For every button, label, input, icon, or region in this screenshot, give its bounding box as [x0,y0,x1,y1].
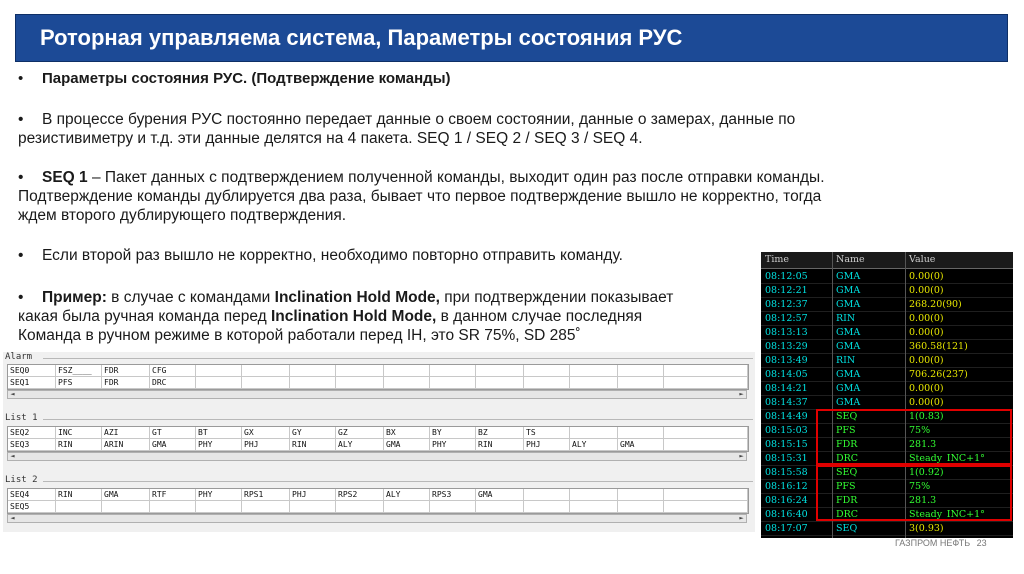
grid-row-header[interactable]: SEQ5 [8,501,56,512]
grid-cell[interactable] [476,365,524,376]
grid-cell[interactable]: GX [242,427,290,438]
grid-cell[interactable] [524,377,570,388]
text-line: В процессе бурения РУС постоянно передает данные о своем состоянии, данные о замерах, данные по [42,111,796,128]
log-time: 08:12:57 [765,313,808,324]
log-name: GMA [836,383,861,394]
grid-cell[interactable]: BZ [476,427,524,438]
paragraph-example [18,288,673,345]
grid-row[interactable] [8,439,748,451]
grid-cell[interactable]: ALY [570,439,618,450]
horizontal-scrollbar[interactable] [7,390,747,399]
grid-cell[interactable] [102,501,150,512]
grid-cell[interactable]: GMA [618,439,664,450]
grid-cell[interactable] [570,365,618,376]
grid-cell[interactable] [290,377,336,388]
grid-cell[interactable] [336,501,384,512]
text-line: ждем второго дублирующего подтверждения. [18,207,347,224]
log-name: GMA [836,341,861,352]
log-row [761,382,1013,396]
grid-cell[interactable]: RTF [150,489,196,500]
log-time: 08:17:07 [765,523,808,534]
log-time: 08:12:21 [765,285,808,296]
group-label-list2: List 2 [5,475,38,485]
page-number: 23 [976,538,987,548]
log-value: 1(0.92) [909,467,944,478]
paragraph-seq-intro [18,110,795,148]
grid-cell[interactable]: ARIN [102,439,150,450]
grid-cell[interactable] [664,501,748,512]
second-confirmation-highlight [816,465,1012,521]
log-value: 3(0.93) [909,523,944,534]
grid-cell[interactable]: GMA [102,489,150,500]
footer [895,538,987,548]
log-time: 08:15:15 [765,439,808,450]
scroll-left-icon[interactable]: ◄ [10,390,15,398]
grid-cell[interactable] [384,501,430,512]
log-name: GMA [836,327,861,338]
grid-cell[interactable] [56,501,102,512]
grid-cell[interactable] [618,489,664,500]
log-row [761,312,1013,326]
log-time: 08:15:03 [765,425,808,436]
log-row [761,298,1013,312]
divider [43,419,753,420]
grid-cell[interactable]: GY [290,427,336,438]
log-value: 1(0.83) [909,411,944,422]
list1-grid[interactable] [7,426,749,452]
grid-row-header[interactable]: SEQ2 [8,427,56,438]
paragraph-seq1 [18,168,825,225]
log-time: 08:13:49 [765,355,808,366]
grid-cell[interactable]: RIN [290,439,336,450]
grid-cell[interactable]: RIN [56,489,102,500]
grid-cell[interactable]: PHY [196,439,242,450]
divider [43,358,753,359]
log-name: GMA [836,369,861,380]
grid-cell[interactable] [618,427,664,438]
log-value: 706.26(237) [909,369,968,380]
log-name: SEQ [836,411,858,422]
grid-row-header[interactable]: SEQ4 [8,489,56,500]
grid-cell[interactable]: CFG [150,365,196,376]
slide-title: Роторная управляема система, Параметры состояния РУС [40,25,683,50]
scroll-right-icon[interactable]: ► [739,452,744,460]
grid-cell[interactable] [570,501,618,512]
log-name: FDR [836,439,858,450]
log-value: 0.00(0) [909,285,944,296]
log-time: 08:13:29 [765,341,808,352]
log-name: DRC [836,453,859,464]
log-name: GMA [836,397,861,408]
log-row [761,396,1013,410]
column-header-name: Name [836,254,865,265]
paragraph-heading [18,70,451,87]
grid-cell[interactable]: INC [56,427,102,438]
grid-cell[interactable]: RIN [476,439,524,450]
ih-mode-label: Inclination Hold Mode, [274,289,440,306]
grid-cell[interactable]: GMA [384,439,430,450]
divider [43,481,753,482]
grid-cell[interactable] [196,501,242,512]
log-name: SEQ [836,523,858,534]
grid-cell[interactable] [196,377,242,388]
grid-cell[interactable]: BY [430,427,476,438]
grid-cell[interactable] [336,377,384,388]
grid-cell[interactable]: BT [196,427,242,438]
text-line: Если второй раз вышло не корректно, необходимо повторно отправить команду. [42,247,623,264]
grid-cell[interactable] [242,377,290,388]
grid-row[interactable] [8,489,748,501]
log-name: DRC [836,509,859,520]
command-log [761,252,1013,538]
grid-cell[interactable] [290,365,336,376]
bullet: • [18,70,24,87]
log-time: 08:14:37 [765,397,808,408]
grid-cell[interactable] [476,501,524,512]
grid-cell[interactable] [430,365,476,376]
grid-cell[interactable] [664,439,748,450]
grid-cell[interactable] [242,365,290,376]
log-header [761,252,1013,269]
list2-grid[interactable] [7,488,749,514]
alarm-grid[interactable] [7,364,749,390]
bullet: • [18,111,24,128]
text-run: в данном случае последняя [436,308,643,325]
log-name: PFS [836,481,856,492]
grid-cell[interactable] [618,501,664,512]
horizontal-scrollbar[interactable] [7,452,747,461]
grid-row-header[interactable]: SEQ0 [8,365,56,376]
grid-cell[interactable]: RPS1 [242,489,290,500]
log-time: 08:14:05 [765,369,808,380]
log-row [761,340,1013,354]
grid-cell[interactable]: ALY [336,439,384,450]
grid-cell[interactable]: FDR [102,365,150,376]
first-confirmation-highlight [816,409,1012,465]
grid-cell[interactable]: RIN [56,439,102,450]
scroll-left-icon[interactable]: ◄ [10,514,15,522]
log-value: 0.00(0) [909,383,944,394]
grid-cell[interactable] [570,427,618,438]
log-name: SEQ [836,467,858,478]
grid-cell[interactable]: PHJ [290,489,336,500]
column-header-time: Time [765,254,790,265]
log-time: 08:14:49 [765,411,808,422]
sequence-panel [3,352,755,532]
log-time: 08:16:12 [765,481,808,492]
log-row [761,522,1013,536]
scroll-left-icon[interactable]: ◄ [10,452,15,460]
grid-cell[interactable] [430,501,476,512]
grid-cell[interactable] [150,501,196,512]
log-name: RIN [836,355,856,366]
log-value: 0.00(0) [909,355,944,366]
log-time: 08:13:13 [765,327,808,338]
seq1-label: SEQ 1 [42,169,88,186]
log-value: 75% [909,425,931,436]
horizontal-scrollbar[interactable] [7,514,747,523]
log-value: 75% [909,481,931,492]
title-bar [15,14,1008,62]
paragraph-retry [18,247,623,265]
scroll-right-icon[interactable]: ► [739,390,744,398]
grid-cell[interactable] [664,365,748,376]
grid-cell[interactable]: RPS2 [336,489,384,500]
text-line: резистивиметру и т.д. эти данные делятся на 4 пакета. SEQ 1 / SEQ 2 / SEQ 3 / SEQ 4. [18,130,643,147]
ih-mode-label: Inclination Hold Mode, [270,308,437,325]
log-row [761,270,1013,284]
heading-text: Параметры состояния РУС. (Подтверждение команды) [42,70,451,87]
log-value: 268.20(90) [909,299,962,310]
log-name: GMA [836,299,861,310]
grid-row[interactable] [8,427,748,439]
grid-cell[interactable]: PHY [196,489,242,500]
log-row [761,368,1013,382]
log-value: Steady_INC+1° [909,509,985,520]
text-run: в случае с командами [106,289,275,306]
grid-cell[interactable] [336,365,384,376]
grid-cell[interactable] [524,489,570,500]
log-value: 0.00(0) [909,327,944,338]
grid-cell[interactable]: FDR [102,377,150,388]
group-label-alarm: Alarm [5,352,33,362]
grid-cell[interactable] [570,377,618,388]
text-run: какая была ручная команда перед [18,308,271,325]
text-line: Команда в ручном режиме в которой работали перед IH, это SR 75%, SD 285˚ [18,327,581,344]
grid-cell[interactable]: DRC [150,377,196,388]
log-time: 08:15:58 [765,467,808,478]
log-time: 08:16:24 [765,495,808,506]
grid-cell[interactable] [570,489,618,500]
grid-cell[interactable] [664,489,748,500]
grid-cell[interactable]: BX [384,427,430,438]
column-header-value: Value [909,254,936,265]
grid-cell[interactable]: PHJ [242,439,290,450]
text-line: – Пакет данных с подтверждением полученной команды, выходит один раз после отправки команды. [87,169,825,186]
grid-cell[interactable] [430,377,476,388]
grid-cell[interactable]: GT [150,427,196,438]
bullet: • [18,289,24,306]
grid-cell[interactable] [618,365,664,376]
grid-cell[interactable] [476,377,524,388]
grid-row[interactable] [8,365,748,377]
log-time: 08:12:37 [765,299,808,310]
grid-cell[interactable]: ALY [384,489,430,500]
example-label: Пример: [42,289,107,306]
grid-row-header[interactable]: SEQ1 [8,377,56,388]
scroll-right-icon[interactable]: ► [739,514,744,522]
group-label-list1: List 1 [5,413,38,423]
grid-cell[interactable]: TS [524,427,570,438]
grid-cell[interactable]: FSZ____ [56,365,102,376]
log-row [761,326,1013,340]
grid-cell[interactable] [384,377,430,388]
log-value: Steady_INC+1° [909,453,985,464]
grid-cell[interactable]: AZI [102,427,150,438]
grid-row[interactable] [8,377,748,389]
log-name: GMA [836,285,861,296]
grid-cell[interactable]: RPS3 [430,489,476,500]
log-name: FDR [836,495,858,506]
grid-row-header[interactable]: SEQ3 [8,439,56,450]
grid-cell[interactable] [290,501,336,512]
grid-cell[interactable] [242,501,290,512]
log-value: 0.00(0) [909,271,944,282]
log-time: 08:16:40 [765,509,808,520]
log-value: 0.00(0) [909,313,944,324]
grid-cell[interactable] [524,365,570,376]
log-row [761,354,1013,368]
grid-cell[interactable]: PFS [56,377,102,388]
log-value: 281.3 [909,495,937,506]
log-name: RIN [836,313,856,324]
log-name: PFS [836,425,856,436]
grid-cell[interactable]: GZ [336,427,384,438]
grid-cell[interactable] [384,365,430,376]
log-value: 0.00(0) [909,397,944,408]
grid-cell[interactable]: GMA [476,489,524,500]
grid-cell[interactable] [664,427,748,438]
log-time: 08:15:31 [765,453,808,464]
grid-cell[interactable]: PHY [430,439,476,450]
text-run: при подтверждении показывает [439,289,674,306]
text-line: Подтверждение команды дублируется два раза, бывает что первое подтверждение вышло не корректно, тогда [18,188,822,205]
bullet: • [18,169,24,186]
log-time: 08:12:05 [765,271,808,282]
grid-cell[interactable] [618,377,664,388]
bullet: • [18,247,24,264]
log-row [761,284,1013,298]
log-time: 08:14:21 [765,383,808,394]
log-value: 360.58(121) [909,341,968,352]
log-value: 281.3 [909,439,937,450]
company-name: ГАЗПРОМ НЕФТЬ [895,538,971,548]
grid-cell[interactable] [664,377,748,388]
grid-row[interactable] [8,501,748,513]
grid-cell[interactable] [196,365,242,376]
grid-cell[interactable]: GMA [150,439,196,450]
log-name: GMA [836,271,861,282]
grid-cell[interactable] [524,501,570,512]
grid-cell[interactable]: PHJ [524,439,570,450]
